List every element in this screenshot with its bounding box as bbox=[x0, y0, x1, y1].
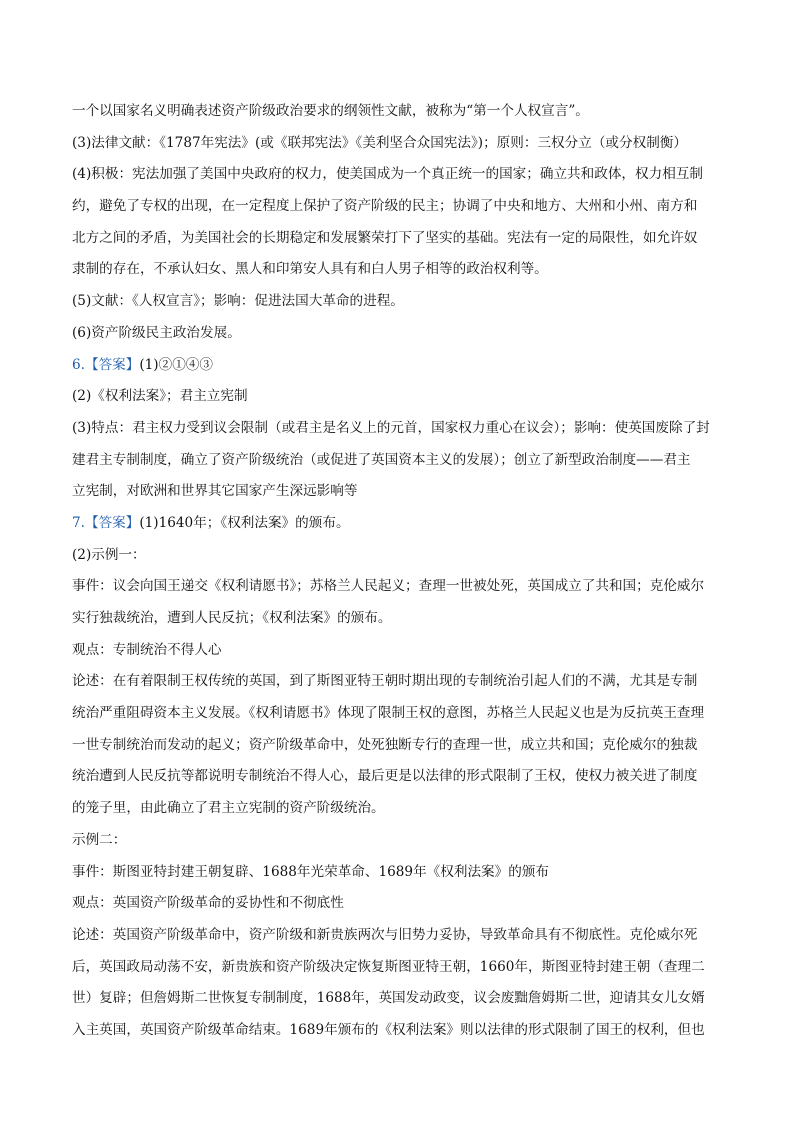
text-line-24: 示例二： bbox=[72, 831, 127, 848]
answer-6-label: 6.【答案】 bbox=[72, 356, 140, 373]
text-line-27: 论述：英国资产阶级革命中，资产阶级和新贵族两次与旧势力妥协，导致革命具有不彻底性。克伦威尔死 bbox=[72, 926, 698, 943]
answer-6-text: (1)②①④③ bbox=[139, 356, 213, 373]
text-line-7: (5)文献：《人权宣言》；影响：促进法国大革命的进程。 bbox=[72, 293, 404, 310]
text-line-23: 的笼子里，由此确立了君主立宪制的资产阶级统治。 bbox=[72, 800, 385, 817]
text-line-1: 一个以国家名义明确表述资产阶级政治要求的纲领性文献，被称为“第一个人权宣言”。 bbox=[72, 103, 589, 119]
text-line-12: 建君主专制制度，确立了资产阶级统治（或促进了英国资本主义的发展）；创立了新型政治制度——君主 bbox=[72, 451, 691, 468]
answer-7-label: 7.【答案】 bbox=[72, 514, 140, 531]
text-line-17: 实行独裁统治，遭到人民反抗；《权利法案》的颁布。 bbox=[72, 610, 392, 626]
text-line-8: (6)资产阶级民主政治发展。 bbox=[72, 324, 241, 341]
text-line-30: 入主英国，英国资产阶级革命结束。1689年颁布的《权利法案》则以法律的形式限制了国王的权利，但也 bbox=[72, 1021, 705, 1038]
answer-6-line bbox=[72, 350, 722, 382]
answer-7-line bbox=[72, 508, 722, 540]
text-line-5: 北方之间的矛盾，为美国社会的长期稳定和发展繁荣打下了坚实的基础。宪法有一定的局限性，如允许奴 bbox=[72, 229, 698, 246]
text-line-28: 后，英国政局动荡不安，新贵族和资产阶级决定恢复斯图亚特王朝，1660年，斯图亚特封建王朝（查理二 bbox=[72, 958, 705, 975]
text-line-29: 世）复辟；但詹姆斯二世恢复专制制度，1688年，英国发动政变，议会废黜詹姆斯二世，迎请其女儿女婿 bbox=[72, 990, 705, 1007]
text-line-13: 立宪制，对欧洲和世界其它国家产生深远影响等 bbox=[72, 483, 358, 500]
text-line-6: 隶制的存在，不承认妇女、黑人和印第安人具有和白人男子相等的政治权利等。 bbox=[72, 261, 548, 278]
answer-document bbox=[72, 96, 722, 1047]
text-line-21: 一世专制统治而发动的起义；资产阶级革命中，处死独断专行的查理一世，成立共和国；克伦威尔的独裁 bbox=[72, 736, 698, 753]
text-line-10: (2)《权利法案》；君主立宪制 bbox=[72, 388, 248, 405]
text-line-16: 事件：议会向国王递交《权利请愿书》；苏格兰人民起义；查理一世被处死，英国成立了共和国；克伦威尔 bbox=[72, 578, 705, 595]
text-line-15: (2)示例一： bbox=[72, 546, 146, 563]
text-line-22: 统治遭到人民反抗等都说明专制统治不得人心，最后更是以法律的形式限制了王权，使权力被关进了制度 bbox=[72, 768, 698, 785]
text-line-18: 观点：专制统治不得人心 bbox=[72, 641, 222, 658]
text-line-25: 事件：斯图亚特封建王朝复辟、1688年光荣革命、1689年《权利法案》的颁布 bbox=[72, 863, 550, 880]
text-line-3: (4)积极：宪法加强了美国中央政府的权力，使美国成为一个真正统一的国家；确立共和政体，权力相互制 bbox=[72, 166, 703, 183]
answer-7-text: (1)1640年；《权利法案》的颁布。 bbox=[139, 514, 350, 531]
text-line-19: 论述：在有着限制王权传统的英国，到了斯图亚特王朝时期出现的专制统治引起人们的不满，尤其是专制 bbox=[72, 673, 698, 690]
text-line-11: (3)特点：君主权力受到议会限制（或君主是名义上的元首，国家权力重心在议会）；影响：使英国废除了封 bbox=[72, 419, 710, 436]
text-line-20: 统治严重阻碍资本主义发展。《权利请愿书》体现了限制王权的意图，苏格兰人民起义也是为反抗英王查理 bbox=[72, 705, 705, 722]
text-line-4: 约，避免了专权的出现，在一定程度上保护了资产阶级的民主；协调了中央和地方、大州和小州、南方和 bbox=[72, 198, 698, 215]
text-line-2: (3)法律文献：《1787年宪法》(或《联邦宪法》《美利坚合众国宪法》)；原则：三权分立（或分权制衡） bbox=[72, 134, 687, 151]
text-line-26: 观点：英国资产阶级革命的妥协性和不彻底性 bbox=[72, 895, 344, 912]
